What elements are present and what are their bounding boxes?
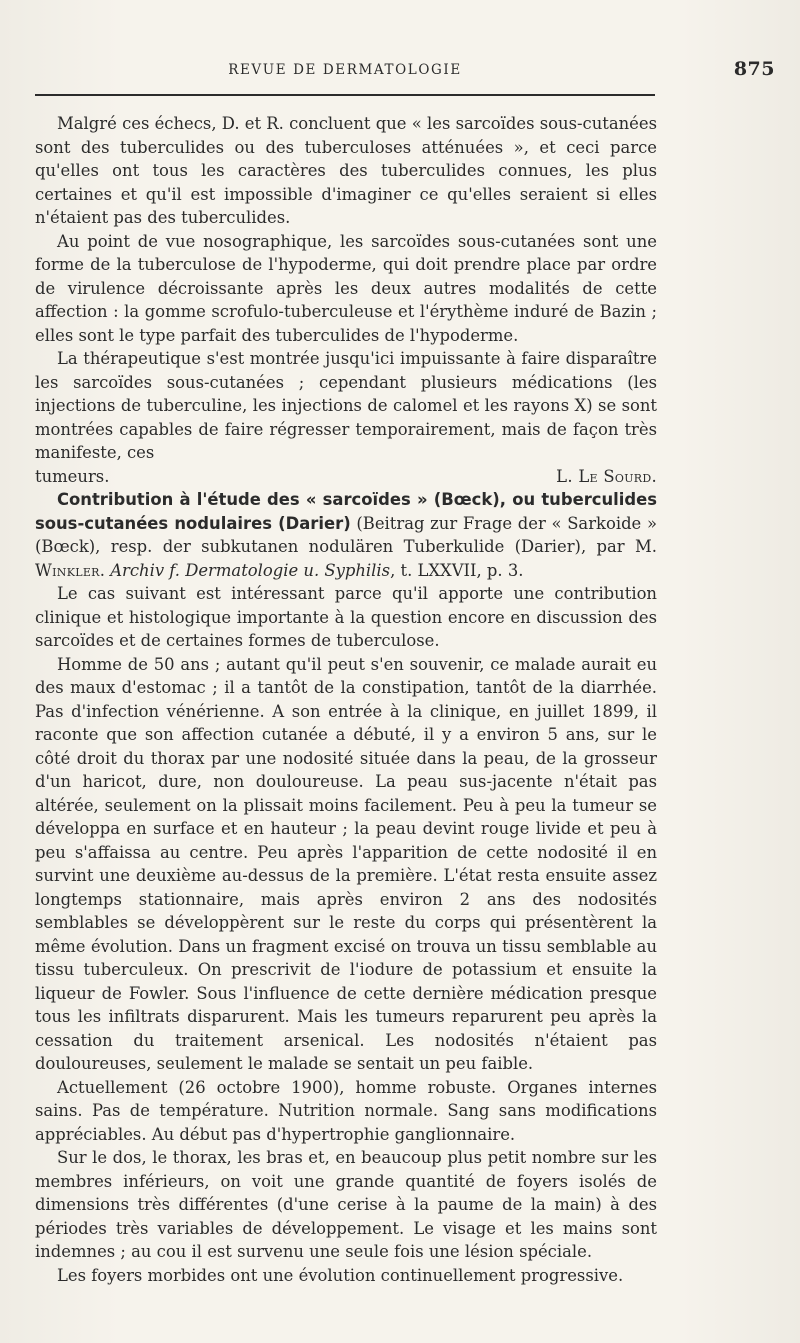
paragraph: Les foyers morbides ont une évolution continuellement progressive.: [57, 1265, 624, 1285]
header-rule: [35, 94, 655, 96]
body-text: [35, 112, 657, 1287]
running-head: REVUE DE DERMATOLOGIE: [228, 62, 462, 78]
reference-author: Winkler: [35, 560, 100, 580]
reference-entry: [35, 488, 657, 582]
page-header: [35, 58, 775, 88]
paragraph: Sur le dos, le thorax, les bras et, en beaucoup plus petit nombre sur les membres inférieurs, on voit une grande quantité de foyers isolés de dimensions très différentes (d'une cerise à la paume de la main) à des périodes très variables de développement. Le visage et les mains sont indemnes ; au cou il est survenu une seule fois une lésion spéciale.: [35, 1148, 657, 1261]
reference-text: .: [99, 560, 111, 580]
paragraph: Le cas suivant est intéressant parce qu'il apporte une contribution clinique et histologique importante à la question encore en discussion des sarcoïdes et de certaines formes de tuberculose.: [35, 584, 657, 650]
page-number: 875: [733, 58, 775, 80]
paragraph: Au point de vue nosographique, les sarcoïdes sous-cutanées sont une forme de la tuberculose de l'hypoderme, qui doit prendre place par ordre de virulence décroissante après les deux autres modalités de cette affection : la gomme scrofulo-tuberculeuse et l'érythème induré de Bazin ; elles sont le type parfait des tuberculides de l'hypoderme.: [35, 231, 657, 345]
reference-text: , t. LXXVII, p. 3.: [390, 560, 524, 580]
author-signature: L. Le Sourd.: [556, 466, 657, 486]
paragraph: Malgré ces échecs, D. et R. concluent que « les sarcoïdes sous-cutanées sont des tuberculides ou des tuberculoses atténuées », et ceci parce qu'elles ont tous les caractères des tuberculides connues, les plus certaines et qu'il est impossible d'imaginer ce qu'elles seraient si elles n'étaient pas des tuberculides.: [35, 114, 657, 227]
journal-name: Archiv f. Dermatologie u. Syphilis: [110, 560, 391, 580]
paragraph: Actuellement (26 octobre 1900), homme robuste. Organes internes sains. Pas de température. Nutrition normale. Sang sans modifications appréciables. Au début pas d'hypertrophie ganglionnaire.: [35, 1077, 657, 1144]
paragraph: La thérapeutique s'est montrée jusqu'ici impuissante à faire disparaître les sarcoïdes sous-cutanées ; cependant plusieurs médications (les injections de tuberculine, les injections de calomel et les rayons X) se sont montrées capables de faire régresser temporairement, mais de façon très manifeste, ces: [35, 349, 657, 462]
signature-line: [35, 465, 657, 489]
reference-text: (Beitrag zur Frage der « Sarkoide » (Bœck), resp. der subkutanen nodulären Tuberkulide (Darier), par M.: [35, 513, 657, 556]
paragraph-end: tumeurs.: [35, 466, 110, 486]
article-title: Contribution à l'étude des « sarcoïdes » (Bœck), ou tuberculides sous-cutanées nodulaires (Darier): [35, 490, 657, 533]
paragraph: Homme de 50 ans ; autant qu'il peut s'en souvenir, ce malade aurait eu des maux d'estomac ; il a tantôt de la constipation, tantôt de la diarrhée. Pas d'infection vénérienne. A son entrée à la clinique, en juillet 1899, il raconte que son affection cutanée a débuté, il y a environ 5 ans, sur le côté droit du thorax par une nodosité située dans la peau, de la grosseur d'un haricot, dure, non douloureuse. La peau sus-jacente n'était pas altérée, seulement on la plissait moins facilement. Peu à peu la tumeur se développa en surface et en hauteur ; la peau devint rouge livide et peu à peu s'affaissa au centre. Peu après l'apparition de cette nodosité il en survint une deuxième au-dessus de la première. L'état resta ensuite assez longtemps stationnaire, mais après environ 2 ans des nodosités semblables se développèrent sur le reste du corps qui présentèrent la même évolution. Dans un fragment excisé on trouva un tissu semblable au tissu tuberculeux. On prescrivit de l'iodure de potassium et ensuite la liqueur de Fowler. Sous l'influence de cette dernière médication presque tous les infiltrats disparurent. Mais les tumeurs reparurent peu après la cessation du traitement arsenical. Les nodosités n'étaient pas douloureuses, seulement le malade se sentait un peu faible.: [35, 654, 657, 1073]
